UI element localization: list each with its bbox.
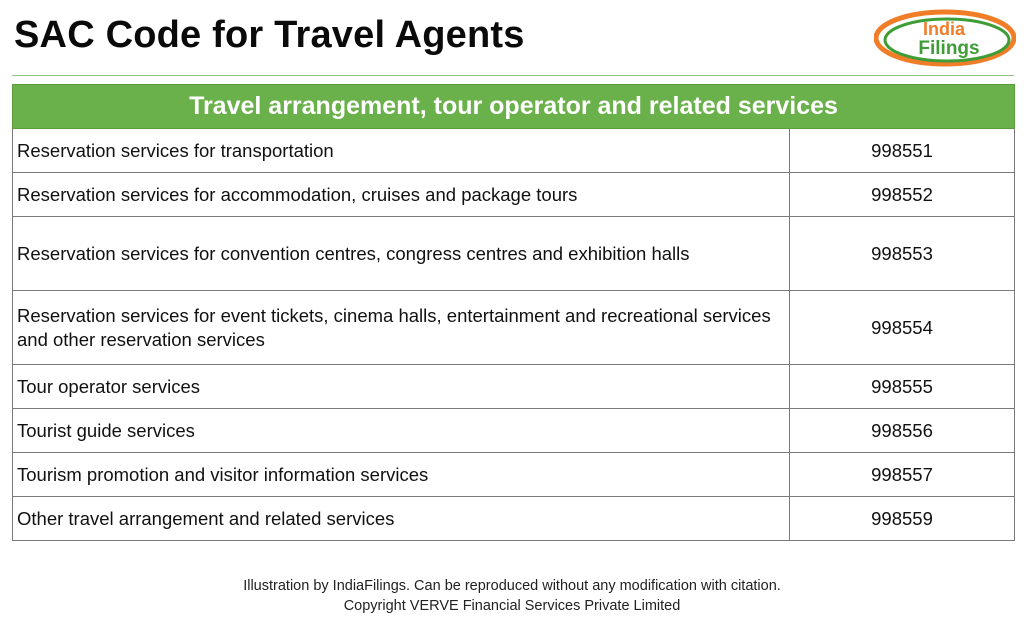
footer-copyright: Copyright VERVE Financial Services Private Limited (343, 598, 681, 614)
table-row (13, 497, 1015, 541)
table-row (13, 453, 1015, 497)
service-description: Other travel arrangement and related services (13, 497, 790, 541)
logo-text-india: India (922, 19, 966, 39)
sac-code: 998555 (790, 365, 1015, 409)
sac-code: 998554 (790, 291, 1015, 365)
sac-code: 998552 (790, 173, 1015, 217)
table-header: Travel arrangement, tour operator and related services (13, 85, 1015, 129)
table-row (13, 291, 1015, 365)
table-row (13, 409, 1015, 453)
service-description: Tourism promotion and visitor information services (13, 453, 790, 497)
table-row (13, 129, 1015, 173)
sac-code: 998557 (790, 453, 1015, 497)
service-description: Reservation services for convention centres, congress centres and exhibition halls (13, 217, 790, 291)
sac-code: 998551 (790, 129, 1015, 173)
table-header-row (13, 85, 1015, 129)
service-description: Reservation services for accommodation, cruises and package tours (13, 173, 790, 217)
service-description: Tour operator services (13, 365, 790, 409)
sac-code: 998553 (790, 217, 1015, 291)
footer-attribution: Illustration by IndiaFilings. Can be reproduced without any modification with citation. (243, 578, 781, 594)
table-row (13, 365, 1015, 409)
page-title: SAC Code for Travel Agents (14, 14, 525, 56)
india-filings-logo (874, 9, 1016, 67)
service-description: Reservation services for transportation (13, 129, 790, 173)
table-row (13, 173, 1015, 217)
table-row (13, 217, 1015, 291)
logo-text-filings: Filings (918, 38, 980, 59)
sac-code: 998559 (790, 497, 1015, 541)
sac-code: 998556 (790, 409, 1015, 453)
sac-code-table (12, 84, 1015, 541)
title-divider (12, 75, 1014, 76)
footer (0, 576, 1024, 616)
service-description: Reservation services for event tickets, cinema halls, entertainment and recreational services and other reservation services (13, 291, 790, 365)
service-description: Tourist guide services (13, 409, 790, 453)
